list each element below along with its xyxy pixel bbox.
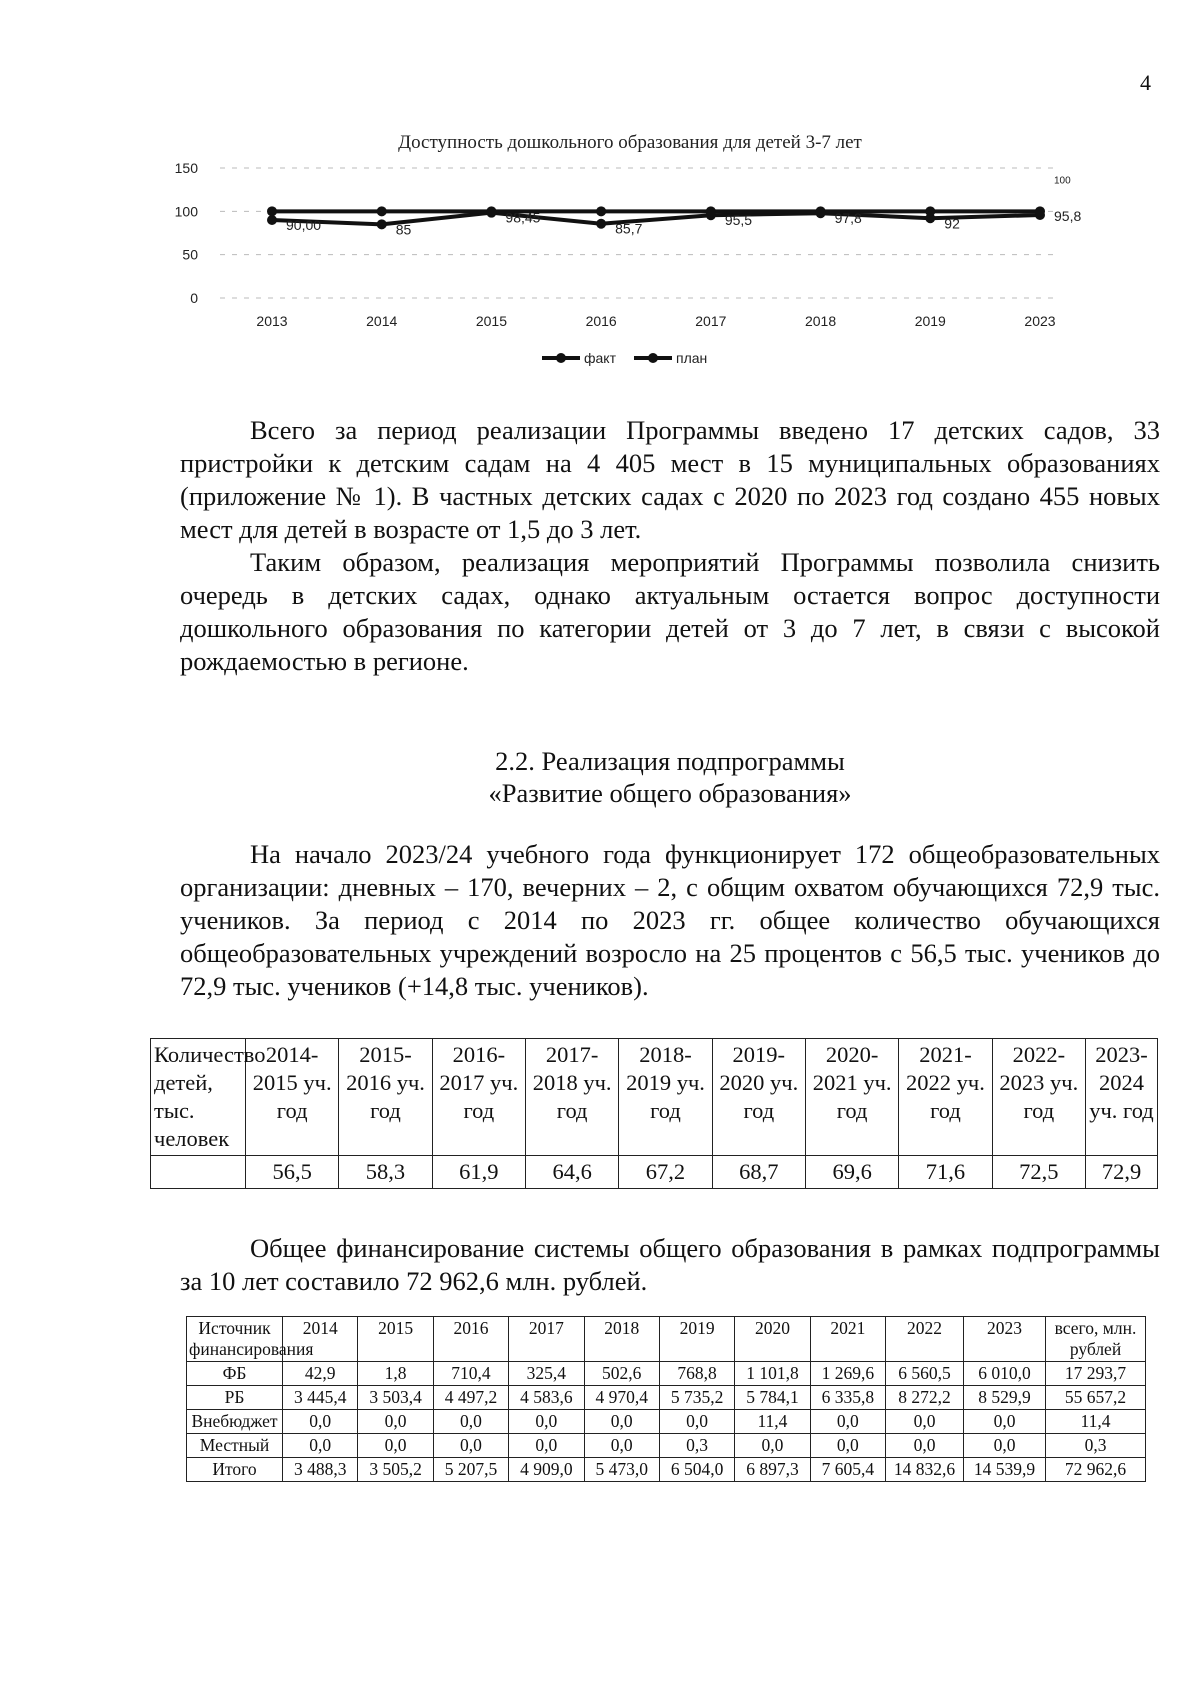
chart-data-label: 95,8 — [1054, 207, 1082, 224]
chart-data-label: 95,5 — [724, 212, 753, 229]
chart-point — [925, 206, 935, 216]
students-value: 71,6 — [899, 1156, 992, 1189]
chart-y-tick-label: 100 — [174, 203, 198, 220]
finance-value: 0,0 — [509, 1410, 584, 1434]
finance-total-value: 72 962,6 — [1046, 1458, 1146, 1482]
finance-header-year: 2016 — [433, 1317, 508, 1362]
finance-value: 5 735,2 — [659, 1386, 734, 1410]
finance-value: 0,0 — [509, 1434, 584, 1458]
students-table — [150, 1038, 1158, 1189]
finance-row — [187, 1410, 1146, 1434]
finance-value: 3 488,3 — [283, 1458, 358, 1482]
chart-y-tick-label: 50 — [182, 246, 198, 263]
chart-point — [377, 219, 387, 229]
chart-data-label: 97,8 — [834, 210, 862, 227]
finance-value: 0,0 — [964, 1434, 1046, 1458]
chart-x-tick-label: 2023 — [1024, 313, 1056, 329]
chart-data-label: 100 — [1054, 175, 1071, 187]
finance-table — [186, 1316, 1146, 1482]
chart-title: Доступность дошкольного образования для детей 3-7 лет — [398, 132, 862, 153]
finance-row — [187, 1386, 1146, 1410]
chart-point — [377, 206, 387, 216]
chart-point — [816, 206, 826, 216]
chart-y-ticks — [175, 160, 199, 306]
chart-legend-marker — [648, 353, 658, 363]
finance-value: 0,0 — [810, 1410, 885, 1434]
chart-point — [267, 206, 277, 216]
finance-value: 0,0 — [584, 1434, 659, 1458]
finance-value: 0,0 — [358, 1434, 433, 1458]
finance-value: 6 897,3 — [735, 1458, 810, 1482]
finance-value: 11,4 — [735, 1410, 810, 1434]
finance-header-total: всего, млн. рублей — [1046, 1317, 1146, 1362]
students-year-header: 2022-2023 уч. год — [992, 1039, 1085, 1156]
finance-value: 14 832,6 — [886, 1458, 964, 1482]
finance-value: 0,0 — [584, 1410, 659, 1434]
students-value-row — [151, 1156, 1158, 1189]
finance-total-value: 11,4 — [1046, 1410, 1146, 1434]
finance-value: 4 497,2 — [433, 1386, 508, 1410]
students-year-header: 2019-2020 уч. год — [712, 1039, 805, 1156]
students-value: 69,6 — [805, 1156, 898, 1189]
students-year-header: 2021-2022 уч. год — [899, 1039, 992, 1156]
finance-value: 5 207,5 — [433, 1458, 508, 1482]
chart-x-tick-label: 2016 — [585, 313, 617, 329]
finance-value: 6 335,8 — [810, 1386, 885, 1410]
finance-value: 3 503,4 — [358, 1386, 433, 1410]
finance-total-value: 0,3 — [1046, 1434, 1146, 1458]
paragraph-kindergartens-text: Всего за период реализации Программы введено 17 детских садов, 33 пристройки к детским садам на 4 405 мест в 15 муниципальных образованиях (приложение № 1). В частных детских садах с 2020 по 2023 год создано 455 новых мест для детей в возрасте от 1,5 до 3 лет. — [180, 415, 1160, 544]
finance-value: 502,6 — [584, 1362, 659, 1386]
chart-x-ticks — [256, 313, 1055, 329]
students-value: 72,5 — [992, 1156, 1085, 1189]
finance-header-row — [187, 1317, 1146, 1362]
finance-value: 1,8 — [358, 1362, 433, 1386]
students-value: 64,6 — [525, 1156, 618, 1189]
students-year-header: 2014-2015 уч. год — [246, 1039, 339, 1156]
finance-value: 768,8 — [659, 1362, 734, 1386]
finance-header-year: 2014 — [283, 1317, 358, 1362]
finance-value: 5 473,0 — [584, 1458, 659, 1482]
chart-point — [706, 206, 716, 216]
finance-value: 4 970,4 — [584, 1386, 659, 1410]
finance-value: 7 605,4 — [810, 1458, 885, 1482]
chart-y-tick-label: 0 — [190, 290, 198, 306]
finance-value: 0,0 — [886, 1410, 964, 1434]
finance-value: 0,0 — [964, 1410, 1046, 1434]
chart-point — [596, 206, 606, 216]
students-empty-cell — [151, 1156, 246, 1189]
chart-legend-marker — [556, 353, 566, 363]
finance-header-year: 2019 — [659, 1317, 734, 1362]
students-header-row — [151, 1039, 1158, 1156]
chart-x-tick-label: 2017 — [695, 313, 727, 329]
finance-value: 0,0 — [358, 1410, 433, 1434]
finance-row — [187, 1362, 1146, 1386]
section-heading-line2: «Развитие общего образования» — [488, 778, 852, 808]
chart-data-label: 85 — [395, 221, 412, 238]
finance-header-year: 2018 — [584, 1317, 659, 1362]
finance-header-year: 2021 — [810, 1317, 885, 1362]
finance-value: 8 529,9 — [964, 1386, 1046, 1410]
finance-value: 0,0 — [886, 1434, 964, 1458]
chart-x-tick-label: 2013 — [256, 313, 288, 329]
chart-series-group — [267, 175, 1081, 237]
finance-source-label: Итого — [187, 1458, 283, 1482]
finance-total-value: 17 293,7 — [1046, 1362, 1146, 1386]
paragraph-conclusion — [180, 546, 1160, 678]
finance-value: 3 445,4 — [283, 1386, 358, 1410]
paragraph-financing-text: Общее финансирование системы общего образования в рамках подпрограммы за 10 лет составило 72 962,6 млн. рублей. — [180, 1233, 1160, 1296]
finance-header-source: Источник финансирования — [187, 1317, 283, 1362]
chart-series-line-fact — [272, 213, 1040, 225]
finance-header-year: 2017 — [509, 1317, 584, 1362]
finance-header-year: 2023 — [964, 1317, 1046, 1362]
chart-point — [1035, 206, 1045, 216]
finance-value: 0,0 — [433, 1410, 508, 1434]
chart-data-label: 98,45 — [505, 209, 541, 226]
finance-source-label: РБ — [187, 1386, 283, 1410]
paragraph-financing — [180, 1232, 1160, 1298]
finance-source-label: ФБ — [187, 1362, 283, 1386]
paragraph-kindergartens — [180, 414, 1160, 546]
chart-point — [267, 215, 277, 225]
students-row-header: Количество детей, тыс. человек — [151, 1039, 246, 1156]
paragraph-schools-text: На начало 2023/24 учебного года функционирует 172 общеобразовательных организации: дневных – 170, вечерних – 2, с общим охватом обучающихся 72,9 тыс. учеников. За период с 2014 по 2023 гг. общее количество обучающихся общеобразовательных учреждений возросло на 25 процентов с 56,5 тыс. учеников до 72,9 тыс. учеников (+14,8 тыс. учеников). — [180, 839, 1160, 1001]
finance-value: 5 784,1 — [735, 1386, 810, 1410]
students-value: 67,2 — [619, 1156, 712, 1189]
finance-source-label: Внебюджет — [187, 1410, 283, 1434]
finance-value: 1 101,8 — [735, 1362, 810, 1386]
chart-legend-label: факт — [584, 350, 616, 366]
finance-value: 8 272,2 — [886, 1386, 964, 1410]
finance-value: 0,0 — [735, 1434, 810, 1458]
finance-total-value: 55 657,2 — [1046, 1386, 1146, 1410]
chart-data-label: 92 — [944, 215, 960, 232]
chart-x-tick-label: 2019 — [914, 313, 946, 329]
finance-value: 0,0 — [810, 1434, 885, 1458]
finance-value: 710,4 — [433, 1362, 508, 1386]
chart-legend-label: план — [676, 350, 708, 366]
finance-value: 14 539,9 — [964, 1458, 1046, 1482]
finance-header-year: 2020 — [735, 1317, 810, 1362]
chart-y-tick-label: 150 — [174, 160, 198, 176]
students-value: 58,3 — [339, 1156, 432, 1189]
finance-value: 1 269,6 — [810, 1362, 885, 1386]
finance-row — [187, 1458, 1146, 1482]
finance-value: 6 010,0 — [964, 1362, 1046, 1386]
chart-point — [486, 206, 496, 216]
students-value: 56,5 — [246, 1156, 339, 1189]
finance-value: 0,0 — [283, 1410, 358, 1434]
students-year-header: 2017-2018 уч. год — [525, 1039, 618, 1156]
page-number: 4 — [1140, 70, 1151, 95]
finance-header-year: 2015 — [358, 1317, 433, 1362]
finance-header-year: 2022 — [886, 1317, 964, 1362]
finance-body — [187, 1362, 1146, 1482]
finance-source-label: Местный — [187, 1434, 283, 1458]
availability-chart — [174, 120, 1160, 410]
students-year-header: 2015-2016 уч. год — [339, 1039, 432, 1156]
finance-value: 325,4 — [509, 1362, 584, 1386]
section-heading-line1: 2.2. Реализация подпрограммы — [495, 746, 845, 776]
students-year-header: 2018-2019 уч. год — [619, 1039, 712, 1156]
chart-x-tick-label: 2015 — [475, 313, 508, 329]
finance-value: 0,0 — [659, 1410, 734, 1434]
finance-value: 4 909,0 — [509, 1458, 584, 1482]
students-year-header: 2020-2021 уч. год — [805, 1039, 898, 1156]
students-year-header: 2023-2024 уч. год — [1086, 1039, 1158, 1156]
chart-x-tick-label: 2014 — [366, 313, 398, 329]
chart-legend — [542, 350, 707, 366]
chart-canvas — [174, 120, 1160, 410]
paragraph-schools — [180, 838, 1160, 1003]
finance-value: 6 504,0 — [659, 1458, 734, 1482]
finance-value: 6 560,5 — [886, 1362, 964, 1386]
students-value: 61,9 — [432, 1156, 525, 1189]
finance-value: 4 583,6 — [509, 1386, 584, 1410]
chart-data-label: 85,7 — [615, 220, 643, 237]
section-heading — [180, 745, 1160, 809]
students-value: 68,7 — [712, 1156, 805, 1189]
finance-value: 3 505,2 — [358, 1458, 433, 1482]
students-year-header: 2016-2017 уч. год — [432, 1039, 525, 1156]
chart-x-tick-label: 2018 — [804, 313, 837, 329]
finance-value: 0,0 — [433, 1434, 508, 1458]
finance-row — [187, 1434, 1146, 1458]
finance-value: 0,3 — [659, 1434, 734, 1458]
chart-point — [596, 219, 606, 229]
paragraph-conclusion-text: Таким образом, реализация мероприятий Программы позволила снизить очередь в детских садах, однако актуальным остается вопрос доступности дошкольного образования по категории детей от 3 до 7 лет, в связи с высокой рождаемостью в регионе. — [180, 547, 1160, 676]
finance-value: 42,9 — [283, 1362, 358, 1386]
students-value: 72,9 — [1086, 1156, 1158, 1189]
chart-data-label: 90,00 — [286, 217, 322, 233]
finance-value: 0,0 — [283, 1434, 358, 1458]
